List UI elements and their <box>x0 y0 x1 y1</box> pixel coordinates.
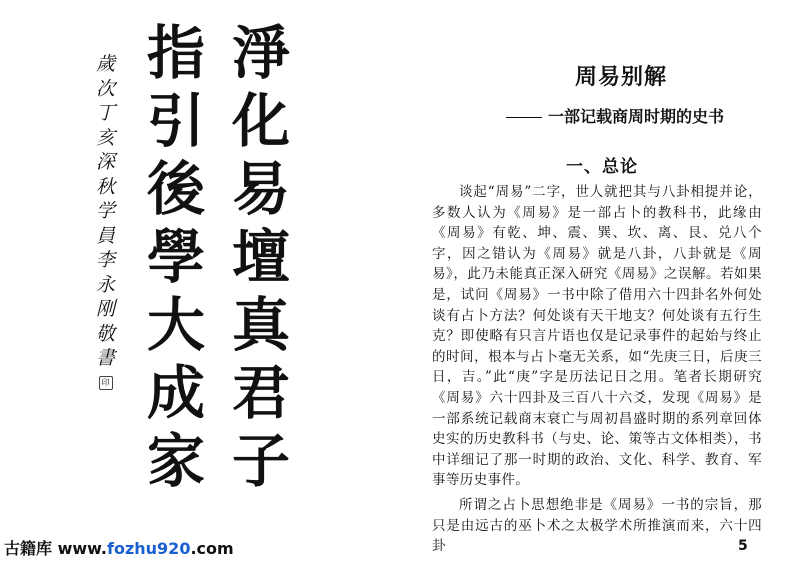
calligraphy-char: 大 <box>147 291 206 359</box>
watermark-tld: .com <box>190 539 234 558</box>
signature-char: 丁 <box>96 102 116 124</box>
calligraphy-char: 真 <box>232 291 291 359</box>
calligraphy-char: 後 <box>147 155 206 223</box>
watermark-footer <box>4 536 234 559</box>
watermark-label: 古籍库 <box>4 539 53 558</box>
body-text <box>432 182 762 557</box>
chapter-title: 周易别解 <box>574 65 667 90</box>
signature-char: 歲 <box>96 53 116 75</box>
calligraphy-char: 成 <box>147 359 206 427</box>
subtitle-text: 一部记载商周时期的史书 <box>548 107 725 126</box>
watermark-domain: fozhu920 <box>107 539 191 558</box>
left-page <box>0 0 396 563</box>
calligraphy-signature <box>96 55 115 390</box>
chapter-subtitle <box>506 104 724 127</box>
signature-char: 亥 <box>96 126 116 149</box>
signature-char: 員 <box>96 224 116 247</box>
calligraphy-char: 君 <box>232 359 291 427</box>
seal-stamp: 印 <box>99 376 113 390</box>
calligraphy-char: 學 <box>147 223 206 291</box>
calligraphy-char: 家 <box>147 427 206 495</box>
calligraphy-char: 易 <box>232 155 291 223</box>
signature-char: 刚 <box>96 298 116 320</box>
signature-char: 敬 <box>96 322 116 345</box>
calligraphy-char: 引 <box>147 87 206 155</box>
calligraphy-column-left <box>147 19 206 500</box>
signature-char: 永 <box>96 273 116 296</box>
paragraph: 所谓之占卜思想绝非是《周易》一书的宗旨，那只是由远古的巫卜术之太极学术所推演而来，六十四卦 <box>432 496 762 555</box>
signature-char: 李 <box>96 249 116 271</box>
calligraphy-char: 化 <box>232 87 291 155</box>
watermark-www: www. <box>57 539 107 558</box>
calligraphy-column-right <box>232 19 291 500</box>
paragraph: 谈起“周易”二字，世人就把其与八卦相提并论，多数人认为《周易》是一部占卜的教科书，此缘由《周易》有乾、坤、震、巽、坎、离、艮、兑八个字，因之错认为《周易》就是八卦，八卦就是《周易》，此乃未能真正深入研究《周易》之误解。若如果是，试问《周易》一书中除了借用六十四卦名外何处谈有占卜方法？何处谈有天干地支？何处谈有五行生克？即使略有只言片语也仅是记录事件的起始与终止的时间，根本与占卜毫无关系，如“先庚三日，后庚三日，吉。”此“庚”字是历法记日之用。笔者长期研究《周易》六十四卦及三百八十六爻，发现《周易》是一部系统记载商末衰亡与周初昌盛时期的系列章回体史实的历史教科书（与史、论、策等古文体相类），书中详细记了那一时期的政治、文化、科学、教育、军事等历史事件。 <box>432 184 762 489</box>
calligraphy-char: 子 <box>232 427 291 495</box>
calligraphy-char: 壇 <box>232 223 291 291</box>
signature-char: 書 <box>96 347 116 369</box>
section-heading: 一、总论 <box>566 157 638 177</box>
page-number: 5 <box>738 538 748 554</box>
signature-char: 学 <box>96 200 116 222</box>
signature-char: 秋 <box>96 175 116 198</box>
signature-char: 次 <box>96 77 116 100</box>
em-dash-rule <box>506 117 542 118</box>
calligraphy-char: 淨 <box>232 19 291 87</box>
right-page <box>396 0 793 563</box>
signature-char: 深 <box>96 151 116 173</box>
calligraphy-char: 指 <box>147 19 206 87</box>
